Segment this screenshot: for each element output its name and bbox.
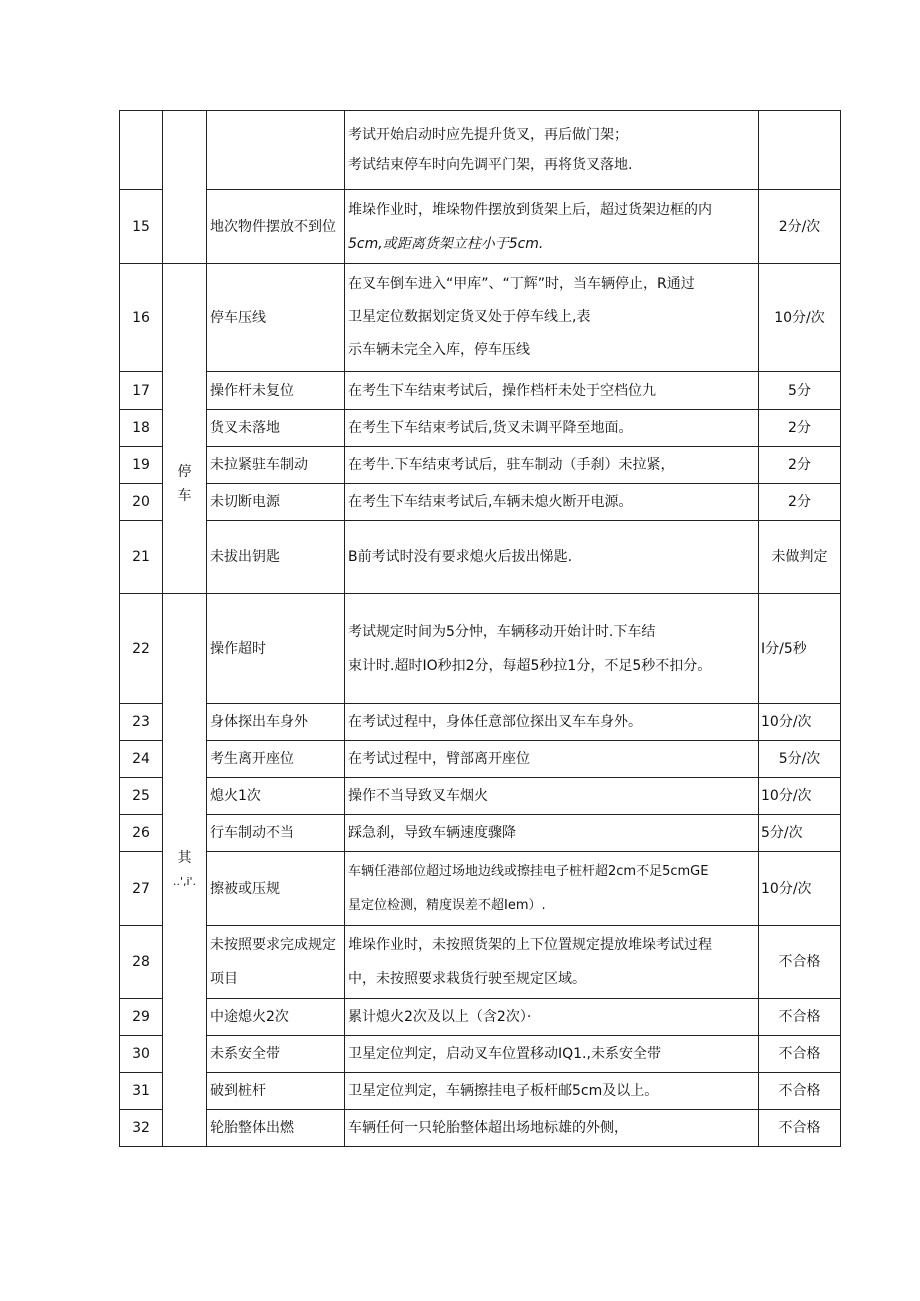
row-number: 27 [120,852,163,926]
item-description: 车辆任何一只轮胎整体超出场地标雄的外侧， [345,1110,759,1147]
row-number: 29 [120,999,163,1036]
table-row [120,521,841,594]
table-row [120,372,841,410]
table-row [120,264,841,372]
item-name: 未拉紧驻车制动 [207,447,345,484]
row-number: 18 [120,410,163,447]
deduction: 未做判定 [759,521,841,594]
row-number [120,111,163,190]
table-row [120,1036,841,1073]
table-row [120,741,841,778]
row-number: 19 [120,447,163,484]
item-description: 踩急刹，导致车辆速度骤降 [345,815,759,852]
row-number: 31 [120,1073,163,1110]
item-name: 操作超时 [207,594,345,704]
category-parking: 停 车 [163,264,207,594]
row-number: 24 [120,741,163,778]
item-description: 堆垛作业时，未按照货架的上下位置规定提放堆垛考试过程 中，未按照要求栽货行驶至规定区域。 [345,926,759,999]
item-description: 卫星定位判定，车辆擦挂电子板杆邮5cm及以上。 [345,1073,759,1110]
table-row [120,926,841,999]
item-name: 未系安全带 [207,1036,345,1073]
deduction: 2分/次 [759,190,841,264]
item-name: 货叉未落地 [207,410,345,447]
deduction: 5分/次 [759,815,841,852]
table-row [120,484,841,521]
item-description: 考试开始启动时应先提升货叉，再后做门架； 考试结束停车时向先调平门架，再将货叉落地. [345,111,759,190]
deduction [759,111,841,190]
table-row [120,852,841,926]
row-number: 28 [120,926,163,999]
table-row [120,111,841,190]
category-other: 其 ..',i'. [163,594,207,1147]
table-row [120,1073,841,1110]
table-row [120,704,841,741]
item-description: 操作不当导致叉车烟火 [345,778,759,815]
category-cell [163,111,207,264]
deduction: 不合格 [759,926,841,999]
item-name: 地次物件摆放不到位 [207,190,345,264]
item-description: 累计熄火2次及以上（含2次）· [345,999,759,1036]
item-name [207,111,345,190]
deduction: 10分/次 [759,852,841,926]
item-description: 车辆任港部位超过场地边线或擦挂电子桩杆超2cm不足5cmGE 星定位检测，精度误差不超Iem）. [345,852,759,926]
item-name: 未按照要求完成规定项目 [207,926,345,999]
row-number: 16 [120,264,163,372]
item-description: 在考生下车结束考试后，操作档杆未处于空档位九 [345,372,759,410]
table-row [120,447,841,484]
deduction: 2分 [759,447,841,484]
item-name: 擦被或压规 [207,852,345,926]
deduction: 2分 [759,484,841,521]
row-number: 32 [120,1110,163,1147]
item-name: 轮胎整体出燃 [207,1110,345,1147]
item-name: 破到桩杆 [207,1073,345,1110]
item-name: 中途熄火2次 [207,999,345,1036]
item-description: 考试规定时间为5分忡，车辆移动开始计时.下车结 束计时.超时IO秒扣2分，每超5秒拉1分，不足5秒不扣分。 [345,594,759,704]
scoring-table [119,110,841,1147]
item-description: 在叉车倒车进入“甲库”、“丁辉”时，当车辆停止，R通过 卫星定位数据划定货叉处于停车线上,表 示车辆未完全入库，停车压线 [345,264,759,372]
item-description: 堆垛作业时，堆垛物件摆放到货架上后，超过货架边框的内 5cm,或距离货架立柱小于5cm. [345,190,759,264]
item-name: 停车压线 [207,264,345,372]
item-description: 在考生下车结束考试后,货叉未调平降至地面。 [345,410,759,447]
item-description: 在考试过程中，臂部离开座位 [345,741,759,778]
deduction: I分/5秒 [759,594,841,704]
table-row [120,594,841,704]
item-name: 行车制动不当 [207,815,345,852]
item-name: 未拔出钥匙 [207,521,345,594]
row-number: 21 [120,521,163,594]
item-name: 操作杆未复位 [207,372,345,410]
deduction: 10分/次 [759,264,841,372]
table-row [120,1110,841,1147]
item-description: 卫星定位判定，启动叉车位置移动IQ1.,未系安全带 [345,1036,759,1073]
deduction: 不合格 [759,1073,841,1110]
deduction: 10分/次 [759,704,841,741]
deduction: 2分 [759,410,841,447]
table-row [120,815,841,852]
deduction: 5分/次 [759,741,841,778]
item-name: 身体探出车身外 [207,704,345,741]
deduction: 10分/次 [759,778,841,815]
table-row [120,778,841,815]
deduction: 不合格 [759,1110,841,1147]
row-number: 17 [120,372,163,410]
item-description: B前考试时没有要求熄火后拔出悌匙. [345,521,759,594]
row-number: 25 [120,778,163,815]
item-description: 在考牛.下车结束考试后，驻车制动（手刹）未拉紧， [345,447,759,484]
row-number: 23 [120,704,163,741]
item-description: 在考试过程中，身体任意部位探出叉车车身外。 [345,704,759,741]
table-row [120,410,841,447]
deduction: 不合格 [759,1036,841,1073]
row-number: 22 [120,594,163,704]
row-number: 20 [120,484,163,521]
item-name: 熄火1次 [207,778,345,815]
item-name: 未切断电源 [207,484,345,521]
row-number: 30 [120,1036,163,1073]
row-number: 15 [120,190,163,264]
item-name: 考生离开座位 [207,741,345,778]
item-description: 在考生下车结束考试后,车辆未熄火断开电源。 [345,484,759,521]
row-number: 26 [120,815,163,852]
table-row [120,190,841,264]
table-row [120,999,841,1036]
deduction: 不合格 [759,999,841,1036]
deduction: 5分 [759,372,841,410]
